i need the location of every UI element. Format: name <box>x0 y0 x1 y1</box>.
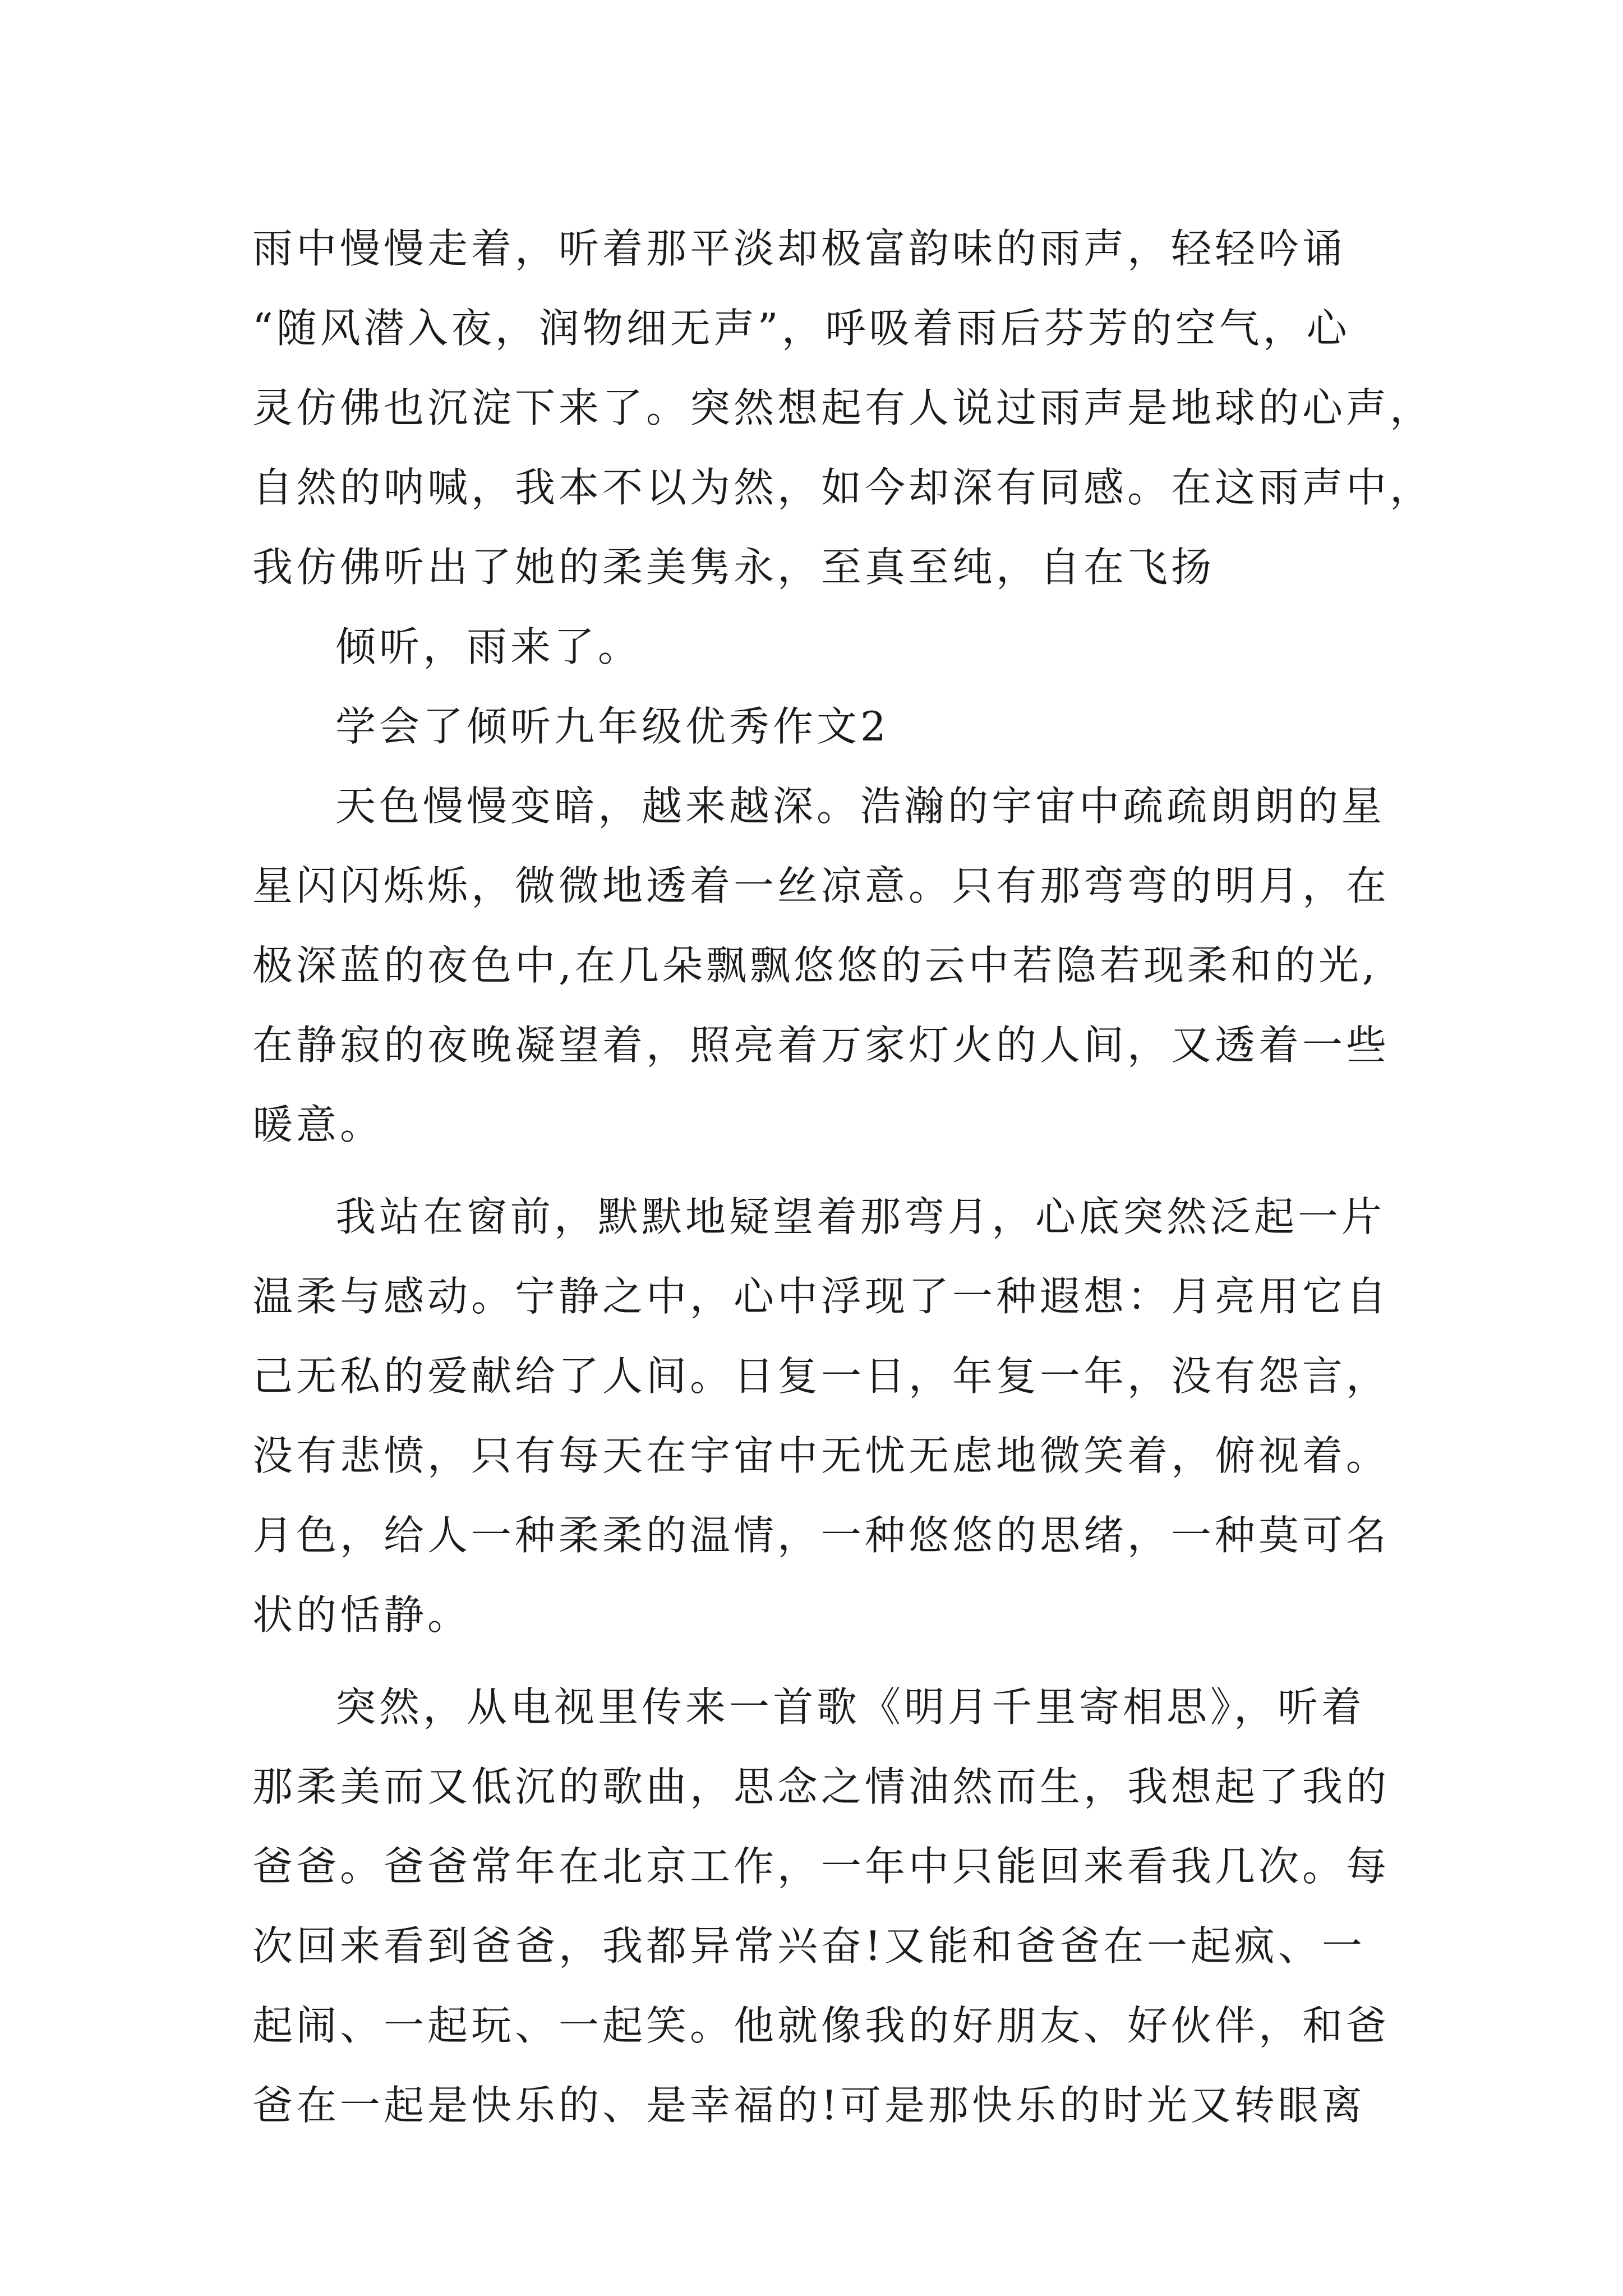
text-line: 没有悲愤，只有每天在宇宙中无忧无虑地微笑着，俯视着。 <box>252 1432 1390 1479</box>
text-line: 倾听，雨来了。 <box>335 623 642 670</box>
text-line: 爸爸。爸爸常年在北京工作，一年中只能回来看我几次。每 <box>252 1843 1390 1890</box>
text-line: 我站在窗前，默默地疑望着那弯月，心底突然泛起一片 <box>335 1193 1386 1240</box>
text-line: 天色慢慢变暗，越来越深。浩瀚的宇宙中疏疏朗朗的星 <box>335 783 1386 830</box>
text-line: 爸在一起是快乐的、是幸福的!可是那快乐的时光又转眼离 <box>252 2082 1366 2129</box>
text-line: 极深蓝的夜色中,在几朵飘飘悠悠的云中若隐若现柔和的光, <box>252 942 1378 989</box>
text-line: 那柔美而又低沉的歌曲，思念之情油然而生，我想起了我的 <box>252 1763 1390 1810</box>
text-line: 自然的呐喊，我本不以为然，如今却深有同感。在这雨声中， <box>252 464 1434 511</box>
text-line: 次回来看到爸爸，我都异常兴奋!又能和爸爸在一起疯、一 <box>252 1922 1366 1970</box>
text-line: 起闹、一起玩、一起笑。他就像我的好朋友、好伙伴，和爸 <box>252 2002 1390 2049</box>
section-heading: 学会了倾听九年级优秀作文2 <box>335 703 889 750</box>
text-line: 突然，从电视里传来一首歌《明月千里寄相思》，听着 <box>335 1683 1366 1731</box>
text-line: 暖意。 <box>252 1101 384 1148</box>
text-line: 温柔与感动。宁静之中，心中浮现了一种遐想：月亮用它自 <box>252 1273 1390 1320</box>
text-line: 状的恬静。 <box>252 1591 472 1639</box>
text-line: 我仿佛听出了她的柔美隽永，至真至纯，自在飞扬 <box>252 544 1215 591</box>
text-line: 在静寂的夜晚凝望着，照亮着万家灯火的人间，又透着一些 <box>252 1022 1390 1069</box>
text-line: 雨中慢慢走着，听着那平淡却极富韵味的雨声，轻轻吟诵 <box>252 225 1347 272</box>
text-line: “随风潜入夜，润物细无声”，呼吸着雨后芬芳的空气，心 <box>252 305 1350 352</box>
text-line: 星闪闪烁烁，微微地透着一丝凉意。只有那弯弯的明月，在 <box>252 862 1390 909</box>
essay-body <box>252 209 1441 2145</box>
text-line: 灵仿佛也沉淀下来了。突然想起有人说过雨声是地球的心声， <box>252 384 1434 431</box>
text-line: 月色，给人一种柔柔的温情，一种悠悠的思绪，一种莫可名 <box>252 1512 1390 1559</box>
text-line: 己无私的爱献给了人间。日复一日，年复一年，没有怨言， <box>252 1352 1390 1400</box>
